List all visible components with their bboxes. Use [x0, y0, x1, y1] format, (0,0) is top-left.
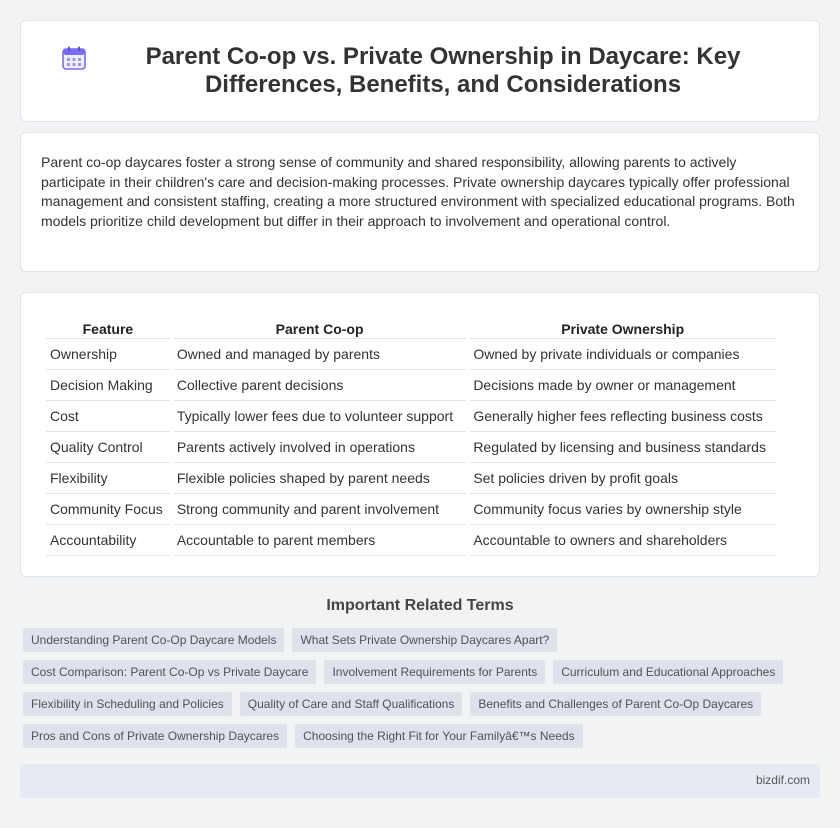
table-row [46, 339, 776, 370]
cell-private-ownership: Accountable to owners and shareholders [469, 525, 776, 556]
cell-private-ownership: Decisions made by owner or management [469, 370, 776, 401]
cell-parent-coop: Strong community and parent involvement [173, 494, 466, 525]
tag-row [23, 660, 823, 684]
cell-private-ownership: Set policies driven by profit goals [469, 463, 776, 494]
table-row [46, 432, 776, 463]
intro-card [20, 132, 820, 272]
cell-feature: Community Focus [46, 494, 170, 525]
cell-parent-coop: Parents actively involved in operations [173, 432, 466, 463]
intro-paragraph: Parent co-op daycares foster a strong sense of community and shared responsibility, allowing parents to actively participate in their children's care and decision-making processes. Private ownership daycares typically offer professional management and consistent staffing, creating a more structured environment with specialized educational programs. Both models prioritize child development but differ in their approach to involvement and operational control. [41, 154, 795, 229]
table-row [46, 463, 776, 494]
cell-parent-coop: Typically lower fees due to volunteer support [173, 401, 466, 432]
cell-parent-coop: Accountable to parent members [173, 525, 466, 556]
table-row [46, 494, 776, 525]
related-term-link[interactable]: Choosing the Right Fit for Your Familyâ€™s Needs [295, 724, 582, 748]
cell-parent-coop: Collective parent decisions [173, 370, 466, 401]
related-term-link[interactable]: Involvement Requirements for Parents [324, 660, 545, 684]
title-card [20, 20, 820, 122]
footer [20, 764, 820, 798]
table-row [46, 370, 776, 401]
cell-private-ownership: Owned by private individuals or companies [469, 339, 776, 370]
cell-parent-coop: Flexible policies shaped by parent needs [173, 463, 466, 494]
cell-feature: Flexibility [46, 463, 170, 494]
tag-row [23, 724, 823, 748]
page-title: Parent Co-op vs. Private Ownership in Daycare: Key Differences, Benefits, and Considerations [145, 43, 741, 98]
cell-feature: Decision Making [46, 370, 170, 401]
related-term-link[interactable]: Cost Comparison: Parent Co-Op vs Private Daycare [23, 660, 316, 684]
comparison-card [20, 292, 820, 577]
cell-private-ownership: Community focus varies by ownership style [469, 494, 776, 525]
cell-private-ownership: Regulated by licensing and business standards [469, 432, 776, 463]
related-term-link[interactable]: Understanding Parent Co-Op Daycare Models [23, 628, 284, 652]
table-row [46, 401, 776, 432]
related-terms-list [23, 628, 823, 756]
calendar-icon [61, 45, 87, 71]
cell-parent-coop: Owned and managed by parents [173, 339, 466, 370]
related-term-link[interactable]: Quality of Care and Staff Qualifications [240, 692, 463, 716]
comparison-table [43, 313, 779, 556]
cell-feature: Accountability [46, 525, 170, 556]
related-term-link[interactable]: What Sets Private Ownership Daycares Apart? [292, 628, 557, 652]
cell-private-ownership: Generally higher fees reflecting business costs [469, 401, 776, 432]
cell-feature: Ownership [46, 339, 170, 370]
title-row [21, 21, 819, 121]
related-term-link[interactable]: Pros and Cons of Private Ownership Daycares [23, 724, 287, 748]
header-feature: Feature [46, 313, 170, 339]
related-term-link[interactable]: Curriculum and Educational Approaches [553, 660, 783, 684]
footer-site-name: bizdif.com [755, 773, 810, 787]
table-header-row [46, 313, 776, 339]
table-row [46, 525, 776, 556]
cell-feature: Quality Control [46, 432, 170, 463]
tag-row [23, 628, 823, 652]
header-parent-coop: Parent Co-op [173, 313, 466, 339]
header-private-ownership: Private Ownership [469, 313, 776, 339]
tag-row [23, 692, 823, 716]
related-term-link[interactable]: Benefits and Challenges of Parent Co-Op Daycares [470, 692, 761, 716]
related-terms-title: Important Related Terms [326, 597, 514, 614]
cell-feature: Cost [46, 401, 170, 432]
related-term-link[interactable]: Flexibility in Scheduling and Policies [23, 692, 232, 716]
